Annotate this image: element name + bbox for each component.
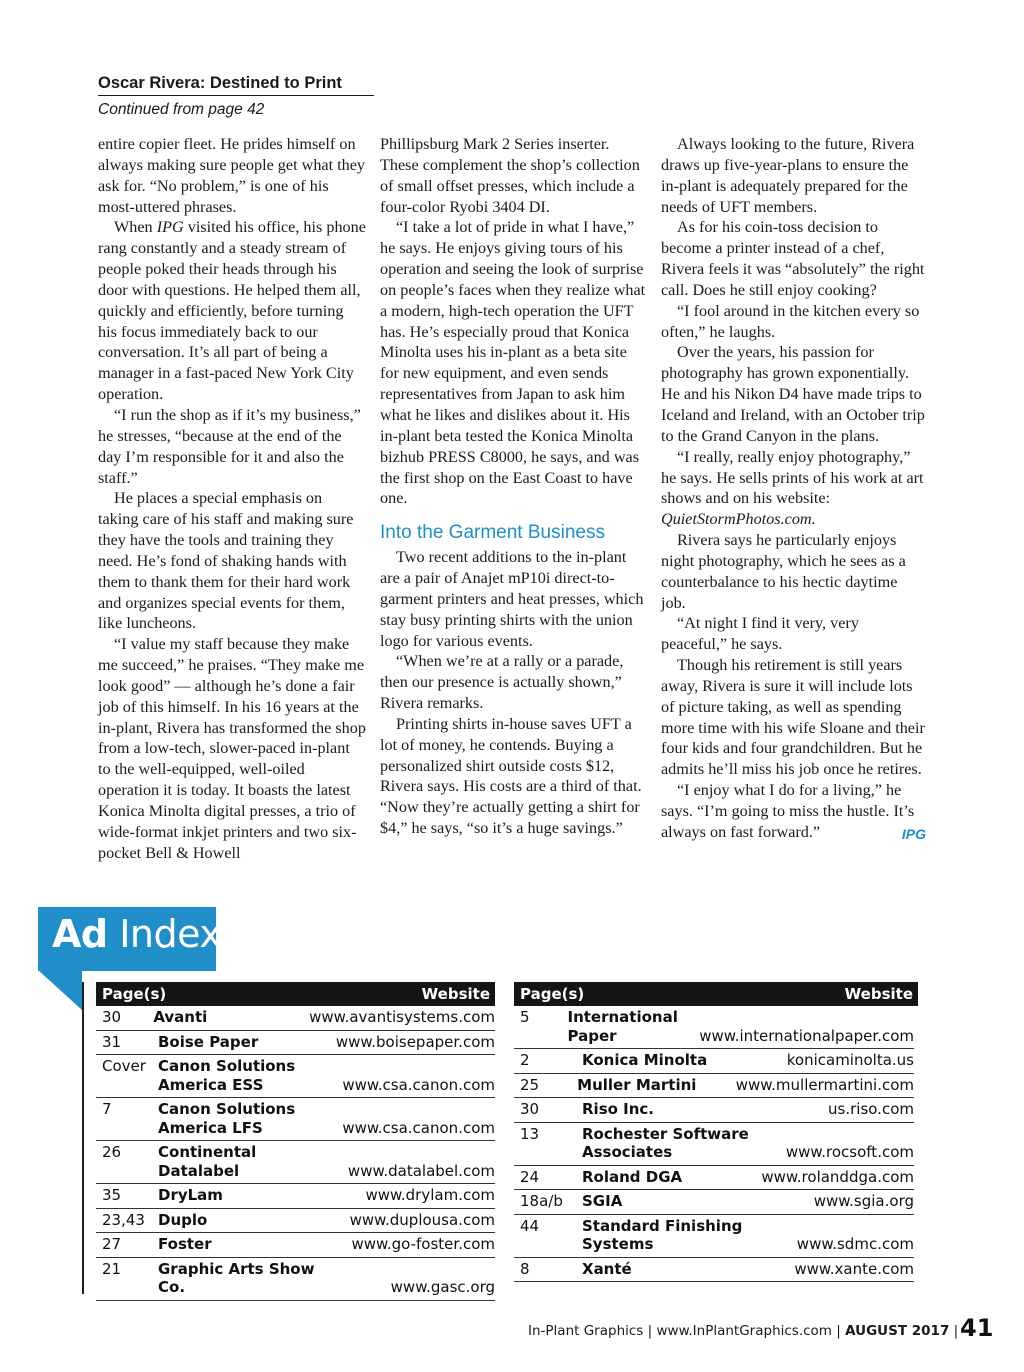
table-row — [96, 1258, 495, 1301]
paragraph: “I really, really enjoy photography,” he says. He sells prints of his work at art shows and on his website: QuietStormPhotos.com. — [661, 447, 924, 529]
table-row — [96, 1031, 495, 1056]
row-company: Canon Solutions America LFS — [158, 1100, 296, 1137]
paragraph: “I value my staff because they make me succeed,” he praises. “They make me look good” — although he’s done a fair job of this himself. In his 16 years at the in-plant, Rivera has transformed the shop from a low-tech, slower-paced in-plant to the well-equipped, well-oiled operation it is today. It boasts the latest Konica Minolta digital presses, a trio of wide-format inkjet printers and two six-pocket Bell & Howell — [98, 635, 366, 862]
ad-index-title — [52, 912, 221, 956]
ad-index-table-right — [514, 982, 918, 1282]
table-row — [96, 1184, 495, 1209]
row-page: 24 — [520, 1167, 540, 1186]
row-page: 31 — [102, 1032, 122, 1051]
row-website[interactable]: www.rocsoft.com — [785, 1143, 914, 1161]
paragraph: “At night I find it very, very peaceful,” he says. — [661, 614, 859, 654]
row-page: 25 — [520, 1075, 540, 1094]
paragraph-text: “I enjoy what I do for a living,” he says. “I’m going to miss the hustle. It’s always on fast forward.” — [661, 781, 915, 841]
row-company: Standard Finishing Systems — [582, 1216, 743, 1253]
table-row — [514, 1049, 914, 1074]
row-website[interactable]: www.duplousa.com — [349, 1210, 495, 1229]
paragraph: Though his retirement is still years away, Rivera is sure it will include lots of picture taking, as well as spending more time with his wife Sloane and their four kids and four grandchildren. But he admits he’ll miss his job once he retires. — [661, 656, 925, 779]
row-website[interactable]: www.rolanddga.com — [761, 1167, 914, 1186]
row-company: Avanti — [153, 1008, 208, 1026]
paragraph: “When we’re at a rally or a parade, then our presence is actually shown,” Rivera remarks. — [380, 652, 624, 713]
table-row — [514, 1190, 914, 1215]
article-column-1 — [98, 134, 366, 864]
row-page: 7 — [102, 1100, 112, 1118]
row-company: Boise Paper — [158, 1032, 259, 1051]
ad-index-title-bold: Ad — [52, 912, 108, 956]
article-column-2 — [380, 134, 648, 839]
ad-index-table-left — [96, 982, 495, 1301]
row-website[interactable]: www.internationalpaper.com — [699, 1026, 914, 1045]
row-website[interactable]: www.sgia.org — [813, 1192, 914, 1210]
row-website[interactable]: konicaminolta.us — [786, 1051, 914, 1069]
row-page: 21 — [102, 1259, 122, 1278]
row-company: DryLam — [158, 1186, 223, 1204]
row-website[interactable]: www.avantisystems.com — [309, 1008, 495, 1026]
row-company: SGIA — [582, 1192, 623, 1210]
footer-website[interactable]: www.InPlantGraphics.com — [656, 1323, 832, 1339]
ad-index-corner — [38, 970, 98, 1010]
row-company: Foster — [158, 1235, 212, 1253]
row-website[interactable]: www.mullermartini.com — [735, 1075, 914, 1094]
header-website: Website — [844, 985, 913, 1003]
table-row — [514, 1215, 914, 1258]
table-row — [514, 1074, 914, 1099]
table-row — [514, 1098, 914, 1123]
table-row — [514, 1006, 914, 1049]
article-column-3 — [661, 134, 926, 845]
row-company: Riso Inc. — [582, 1100, 654, 1118]
row-company: Canon Solutions America ESS — [158, 1057, 296, 1094]
paragraph: “I take a lot of pride in what I have,” he says. He enjoys giving tours of his operation and seeing the look of surprise on people’s faces when they realize what a modern, high-tech operation the UFT has. He’s especially proud that Konica Minolta uses his in-plant as a beta site for new equipment, and even sends representatives from Japan to ask him what he likes and dislikes about it. His in-plant beta tested the Konica Minolta bizhub PRESS C8000, he says, and was the first shop on the East Coast to have one. — [380, 218, 646, 508]
header-pages: Page(s) — [102, 985, 167, 1003]
row-page: 44 — [520, 1216, 540, 1235]
table-header — [96, 982, 495, 1006]
website-italic[interactable]: QuietStormPhotos.com. — [661, 510, 816, 529]
row-page: 13 — [520, 1124, 540, 1143]
row-page: 26 — [102, 1143, 122, 1161]
row-page: 35 — [102, 1186, 122, 1204]
header-website: Website — [421, 985, 490, 1003]
row-website[interactable]: www.sdmc.com — [796, 1235, 914, 1253]
table-row — [96, 1098, 495, 1141]
paragraph-last — [661, 780, 926, 843]
paragraph: Two recent additions to the in-plant are a pair of Anajet mP10i direct-to-garment printers and heat presses, which stay busy printing shirts with the union logo for various events. — [380, 548, 644, 650]
table-row — [96, 1006, 495, 1031]
continued-note: Continued from page 42 — [98, 101, 265, 118]
page-number: 41 — [960, 1314, 994, 1342]
paragraph: Printing shirts in-house saves UFT a lot of money, he contends. Buying a personalized shirt outside costs $12, Rivera says. His costs are a third of that. “Now they’re actually getting a shirt for $4,” he says, “so it’s a huge savings.” — [380, 714, 642, 838]
ad-index-title-light: Index — [119, 912, 222, 956]
page-footer: In-Plant Graphics | www.InPlantGraphics.com | AUGUST 2017 | — [528, 1323, 959, 1339]
footer-issue: AUGUST 2017 — [845, 1323, 950, 1339]
row-website[interactable]: www.gasc.org — [390, 1278, 495, 1296]
row-website[interactable]: www.boisepaper.com — [335, 1032, 495, 1051]
paragraph: Phillipsburg Mark 2 Series inserter. These complement the shop’s collection of small offset presses, which include a four-color Ryobi 3404 DI. — [380, 135, 640, 216]
paragraph: “I run the shop as if it’s my business,” he stresses, “because at the end of the day I’m responsible for it and also the staff.” — [98, 405, 361, 487]
table-row — [514, 1166, 914, 1191]
row-page: Cover — [102, 1057, 146, 1075]
paragraph: entire copier fleet. He prides himself on always making sure people get what they ask for. “No problem,” is one of his most-uttered phrases. — [98, 135, 366, 216]
section-subhead: Into the Garment Business — [380, 522, 605, 544]
paragraph: He places a special emphasis on taking care of his staff and making sure they have the tools and training they need. He’s fond of shaking hands with them to thank them for their hard work and organizes special events for them, like luncheons. — [98, 489, 354, 633]
row-company: Xanté — [582, 1259, 632, 1278]
ipg-signoff: IPG — [901, 825, 926, 842]
row-website[interactable]: www.datalabel.com — [347, 1161, 495, 1180]
table-row — [96, 1141, 495, 1184]
footer-publication: In-Plant Graphics — [528, 1323, 644, 1339]
ad-index-rule — [82, 982, 84, 1294]
header-pages: Page(s) — [520, 985, 585, 1003]
row-company: Konica Minolta — [582, 1051, 708, 1069]
row-page: 30 — [102, 1008, 122, 1026]
row-page: 30 — [520, 1100, 540, 1118]
row-company: Duplo — [158, 1210, 208, 1229]
row-company: Muller Martini — [577, 1075, 697, 1094]
table-row — [514, 1123, 914, 1166]
row-company: International Paper — [567, 1008, 678, 1045]
row-page: 2 — [520, 1051, 530, 1069]
table-row — [514, 1258, 914, 1283]
article-title: Oscar Rivera: Destined to Print — [98, 74, 374, 96]
paragraph: When IPG visited his office, his phone rang constantly and a steady stream of people poked their heads through his door with questions. He helped them all, quickly and efficiently, before turning his focus immediately back to our conversation. It’s all part of being a manager in a fast-paced New York City operation. — [98, 218, 366, 404]
paragraph: Always looking to the future, Rivera draws up five-year-plans to ensure the in-plant is adequately prepared for the needs of UFT members. — [661, 135, 915, 216]
row-page: 18a/b — [520, 1192, 563, 1210]
paragraph: Rivera says he particularly enjoys night photography, which he sees as a counterbalance to his hectic daytime job. — [661, 531, 906, 612]
row-website[interactable]: www.csa.canon.com — [342, 1118, 495, 1137]
row-page: 23,43 — [102, 1210, 145, 1229]
row-website[interactable]: www.go-foster.com — [351, 1235, 495, 1253]
row-page: 8 — [520, 1259, 530, 1278]
article-header — [98, 74, 374, 119]
row-company: Roland DGA — [582, 1167, 683, 1186]
row-website[interactable]: www.csa.canon.com — [342, 1075, 495, 1094]
table-row — [96, 1233, 495, 1258]
paragraph: “I fool around in the kitchen every so often,” he laughs. — [661, 301, 920, 341]
ipg-italic: IPG — [156, 218, 184, 237]
row-company: Graphic Arts Show Co. — [158, 1259, 315, 1296]
row-company: Rochester Software Associates — [582, 1124, 749, 1161]
row-page: 5 — [520, 1008, 530, 1026]
paragraph: Over the years, his passion for photography has grown exponentially. He and his Nikon D4 have made trips to Iceland and Ireland, with an October trip to the Grand Canyon in the plans. — [661, 343, 925, 445]
row-website[interactable]: www.drylam.com — [365, 1186, 495, 1204]
paragraph: As for his coin-toss decision to become a printer instead of a chef, Rivera feels it was “absolutely” the right call. Does he still enjoy cooking? — [661, 218, 925, 299]
row-website[interactable]: www.xante.com — [794, 1259, 914, 1278]
row-website[interactable]: us.riso.com — [828, 1100, 914, 1118]
table-row — [96, 1055, 495, 1098]
row-company: Continental Datalabel — [158, 1143, 257, 1180]
table-row — [96, 1209, 495, 1234]
row-page: 27 — [102, 1235, 122, 1253]
table-header — [514, 982, 918, 1006]
